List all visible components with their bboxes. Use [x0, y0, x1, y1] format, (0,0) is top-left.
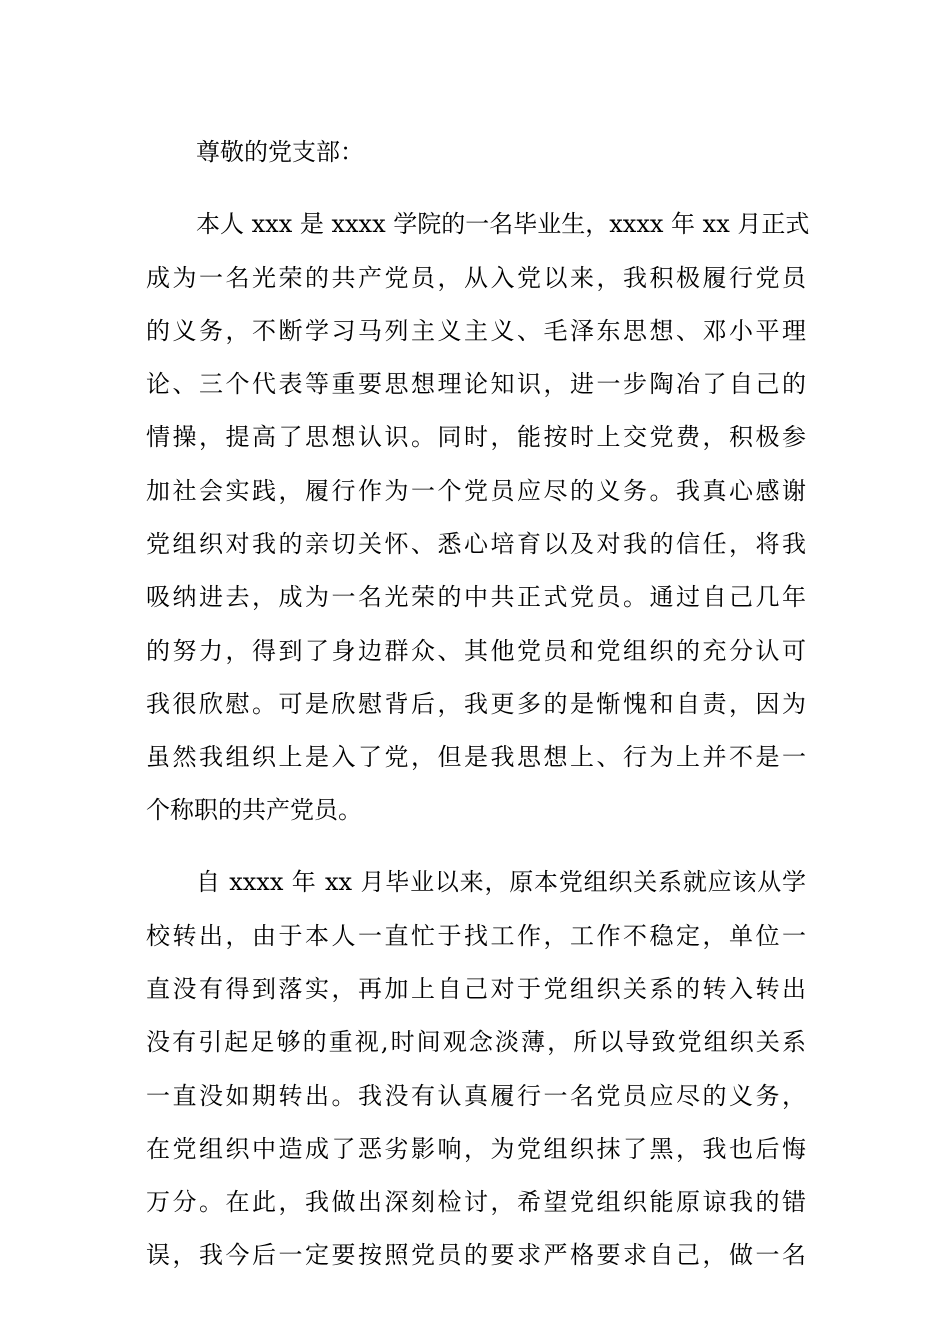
paragraph-line: 在党组织中造成了恶劣影响，为党组织抹了黑，我也后悔	[146, 1135, 806, 1163]
paragraph-line: 成为一名光荣的共产党员，从入党以来，我积极履行党员	[146, 264, 806, 292]
paragraph-line: 本人 xxx 是 xxxx 学院的一名毕业生，xxxx 年 xx 月正式	[196, 210, 810, 238]
paragraph-line: 情操，提高了思想认识。同时，能按时上交党费，积极参	[146, 423, 806, 451]
paragraph-line: 直没有得到落实，再加上自己对于党组织关系的转入转出	[146, 975, 806, 1003]
paragraph-line: 误，我今后一定要按照党员的要求严格要求自己，做一名	[146, 1241, 806, 1269]
paragraph-line: 的义务，不断学习马列主义主义、毛泽东思想、邓小平理	[146, 317, 806, 345]
paragraph-line: 党组织对我的亲切关怀、悉心培育以及对我的信任，将我	[146, 530, 806, 558]
paragraph-line: 个称职的共产党员。	[146, 796, 362, 824]
paragraph-line: 虽然我组织上是入了党，但是我思想上、行为上并不是一	[146, 743, 806, 771]
paragraph-line: 一直没如期转出。我没有认真履行一名党员应尽的义务，	[146, 1082, 806, 1110]
paragraph-line: 的努力，得到了身边群众、其他党员和党组织的充分认可	[146, 637, 806, 665]
paragraph-line: 自 xxxx 年 xx 月毕业以来，原本党组织关系就应该从学	[196, 868, 806, 896]
paragraph-line: 我很欣慰。可是欣慰背后，我更多的是惭愧和自责，因为	[146, 690, 806, 718]
paragraph-line: 吸纳进去，成为一名光荣的中共正式党员。通过自己几年	[146, 583, 806, 611]
paragraph-line: 加社会实践，履行作为一个党员应尽的义务。我真心感谢	[146, 477, 806, 505]
salutation: 尊敬的党支部：	[196, 138, 364, 166]
paragraph-line: 校转出，由于本人一直忙于找工作，工作不稳定，单位一	[146, 922, 806, 950]
paragraph-line: 万分。在此，我做出深刻检讨，希望党组织能原谅我的错	[146, 1188, 806, 1216]
paragraph-line: 没有引起足够的重视,时间观念淡薄，所以导致党组织关系	[146, 1028, 806, 1056]
paragraph-line: 论、三个代表等重要思想理论知识，进一步陶冶了自己的	[146, 370, 806, 398]
